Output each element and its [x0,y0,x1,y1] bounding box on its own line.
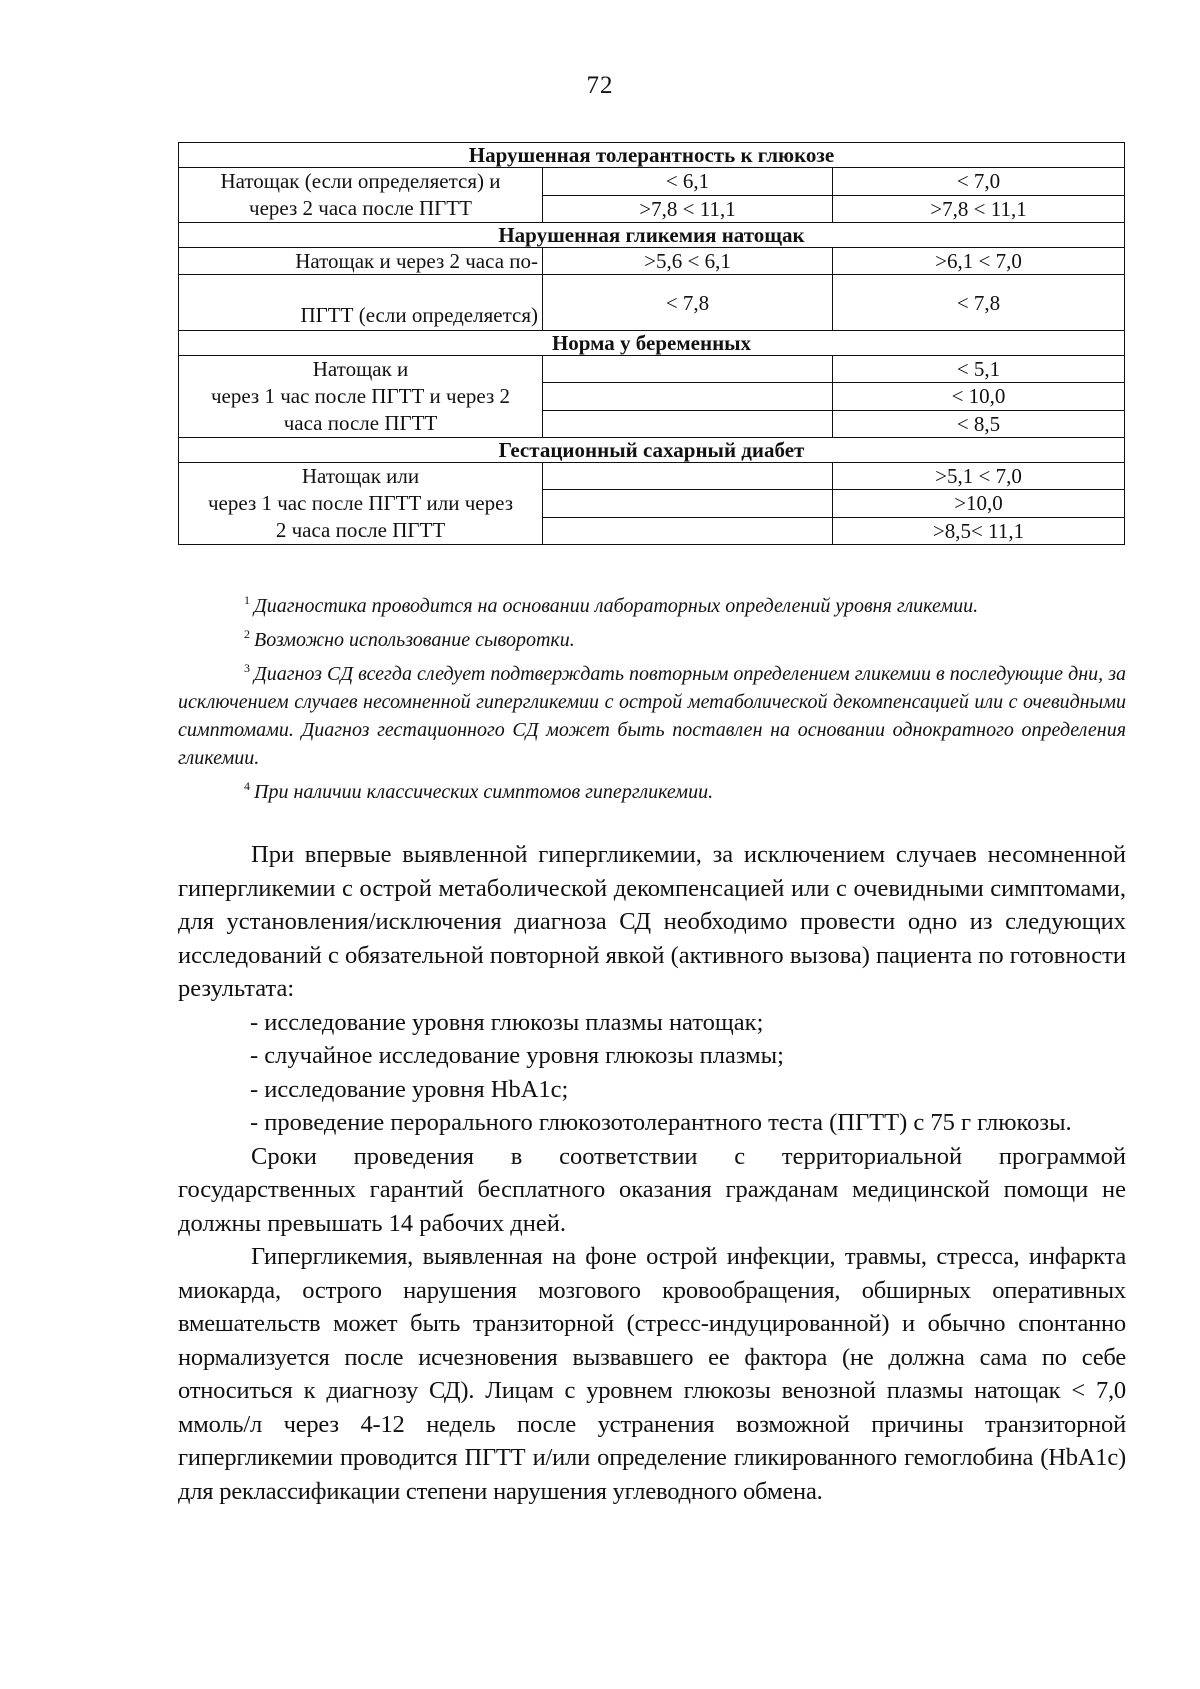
row-label-line: Натощак и [312,357,409,381]
row-label-line: Натощак (если определяется) и [220,169,501,193]
value-cell: < 6,1 [543,168,833,196]
paragraph-intro: При впервые выявленной гипергликемии, за исключением случаев несомненной гипергликемии с острой метаболической декомпенсацией или с очевидными симптомами, для установления/исключения диагноза СД необходимо провести одно из следующих исследований с обязательной повторной явкой (активного вызова) пациента по готовности результата: [178,841,1126,1002]
footnote-text: При наличии классических симптомов гипергликемии. [254,781,714,803]
value-cell: < 5,1 [833,356,1125,383]
value-cell [543,517,833,544]
footnote [178,620,1126,654]
list-item: - исследование уровня глюкозы плазмы натощак; [250,1008,764,1036]
row-label-line: Натощак или [301,464,420,488]
row-label-line: через 1 час после ПГТТ или через [207,491,513,515]
value-cell: < 7,0 [833,168,1125,196]
section-title: Гестационный сахарный диабет [179,438,1125,463]
value-cell: < 7,8 [833,275,1125,331]
value-cell: >5,6 < 6,1 [543,248,833,275]
row-label-line: 2 часа после ПГТТ [275,518,446,542]
section-title: Норма у беременных [179,331,1125,356]
paragraph-transient: Гипергликемия, выявленная на фоне острой инфекции, травмы, стресса, инфаркта миокарда, острого нарушения мозгового кровообращения, обширных оперативных вмешательств может быть транзиторной (стресс-индуцированной) и обычно спонтанно нормализуется после исчезновения вызвавшего ее фактора (не должна сама по себе относиться к диагнозу СД). Лицам с уровнем глюкозы венозной плазмы натощак < 7,0 ммоль/л через 4-12 недель после устранения возможной причины транзиторной гипергликемии проводится ПГТТ и/или определение гликированного гемоглобина (HbA1c) для реклассификации степени нарушения углеводного обмена. [178,1243,1126,1505]
footnote-mark: 2 [244,627,250,641]
row-label-line: через 1 час после ПГТТ и через 2 [210,384,511,408]
value-cell: >8,5< 11,1 [833,517,1125,544]
row-label-line: Натощак и через 2 часа по- [179,248,543,275]
footnote-text: Диагноз СД всегда следует подтверждать повторным определением гликемии в последующие дни, за исключением случаев несомненной гипергликемии с острой метаболической декомпенсацией или с очевидными симптомами. Диагноз гестационного СД может быть поставлен на основании однократного определения гликемии. [178,663,1126,769]
body-text [178,838,1126,1508]
footnotes [178,586,1126,806]
row-label-cell [179,463,543,545]
footnote-text: Возможно использование сыворотки. [254,629,575,651]
footnote-text: Диагностика проводится на основании лабораторных определений уровня гликемии. [254,595,979,617]
value-cell: >10,0 [833,490,1125,517]
value-cell: < 8,5 [833,410,1125,437]
footnote-mark: 4 [244,779,250,793]
value-cell: >5,1 < 7,0 [833,463,1125,490]
row-label-line: ПГТТ (если определяется) [179,275,543,331]
list-item: - случайное исследование уровня глюкозы плазмы; [250,1042,784,1069]
footnote [178,654,1126,772]
value-cell: >6,1 < 7,0 [833,248,1125,275]
value-cell [543,463,833,490]
value-cell: >7,8 < 11,1 [833,195,1125,223]
value-cell [543,490,833,517]
paragraph-terms: Сроки проведения в соответствии с территориальной программой государственных гарантий бесплатного оказания гражданам медицинской помощи не должны превышать 14 рабочих дней. [178,1142,1126,1237]
value-cell [543,383,833,410]
footnote [178,772,1126,806]
row-label-cell [179,168,543,223]
value-cell [543,356,833,383]
row-label-line: часа после ПГТТ [283,411,438,435]
footnote-mark: 3 [244,661,250,675]
glycemia-criteria-table [178,142,1125,545]
footnote-mark: 1 [244,593,250,607]
footnote [178,586,1126,620]
section-title: Нарушенная толерантность к глюкозе [179,143,1125,168]
section-title: Нарушенная гликемия натощак [179,223,1125,248]
value-cell: < 7,8 [543,275,833,331]
value-cell [543,410,833,437]
list-item: - проведение перорального глюкозотолерантного теста (ПГТТ) с 75 г глюкозы. [250,1109,1072,1136]
value-cell: >7,8 < 11,1 [543,195,833,223]
row-label-cell [179,356,543,438]
page-number: 72 [586,72,614,99]
list-item: - исследование уровня HbA1c; [250,1075,569,1103]
row-label-line: через 2 часа после ПГТТ [249,196,472,220]
value-cell: < 10,0 [833,383,1125,410]
